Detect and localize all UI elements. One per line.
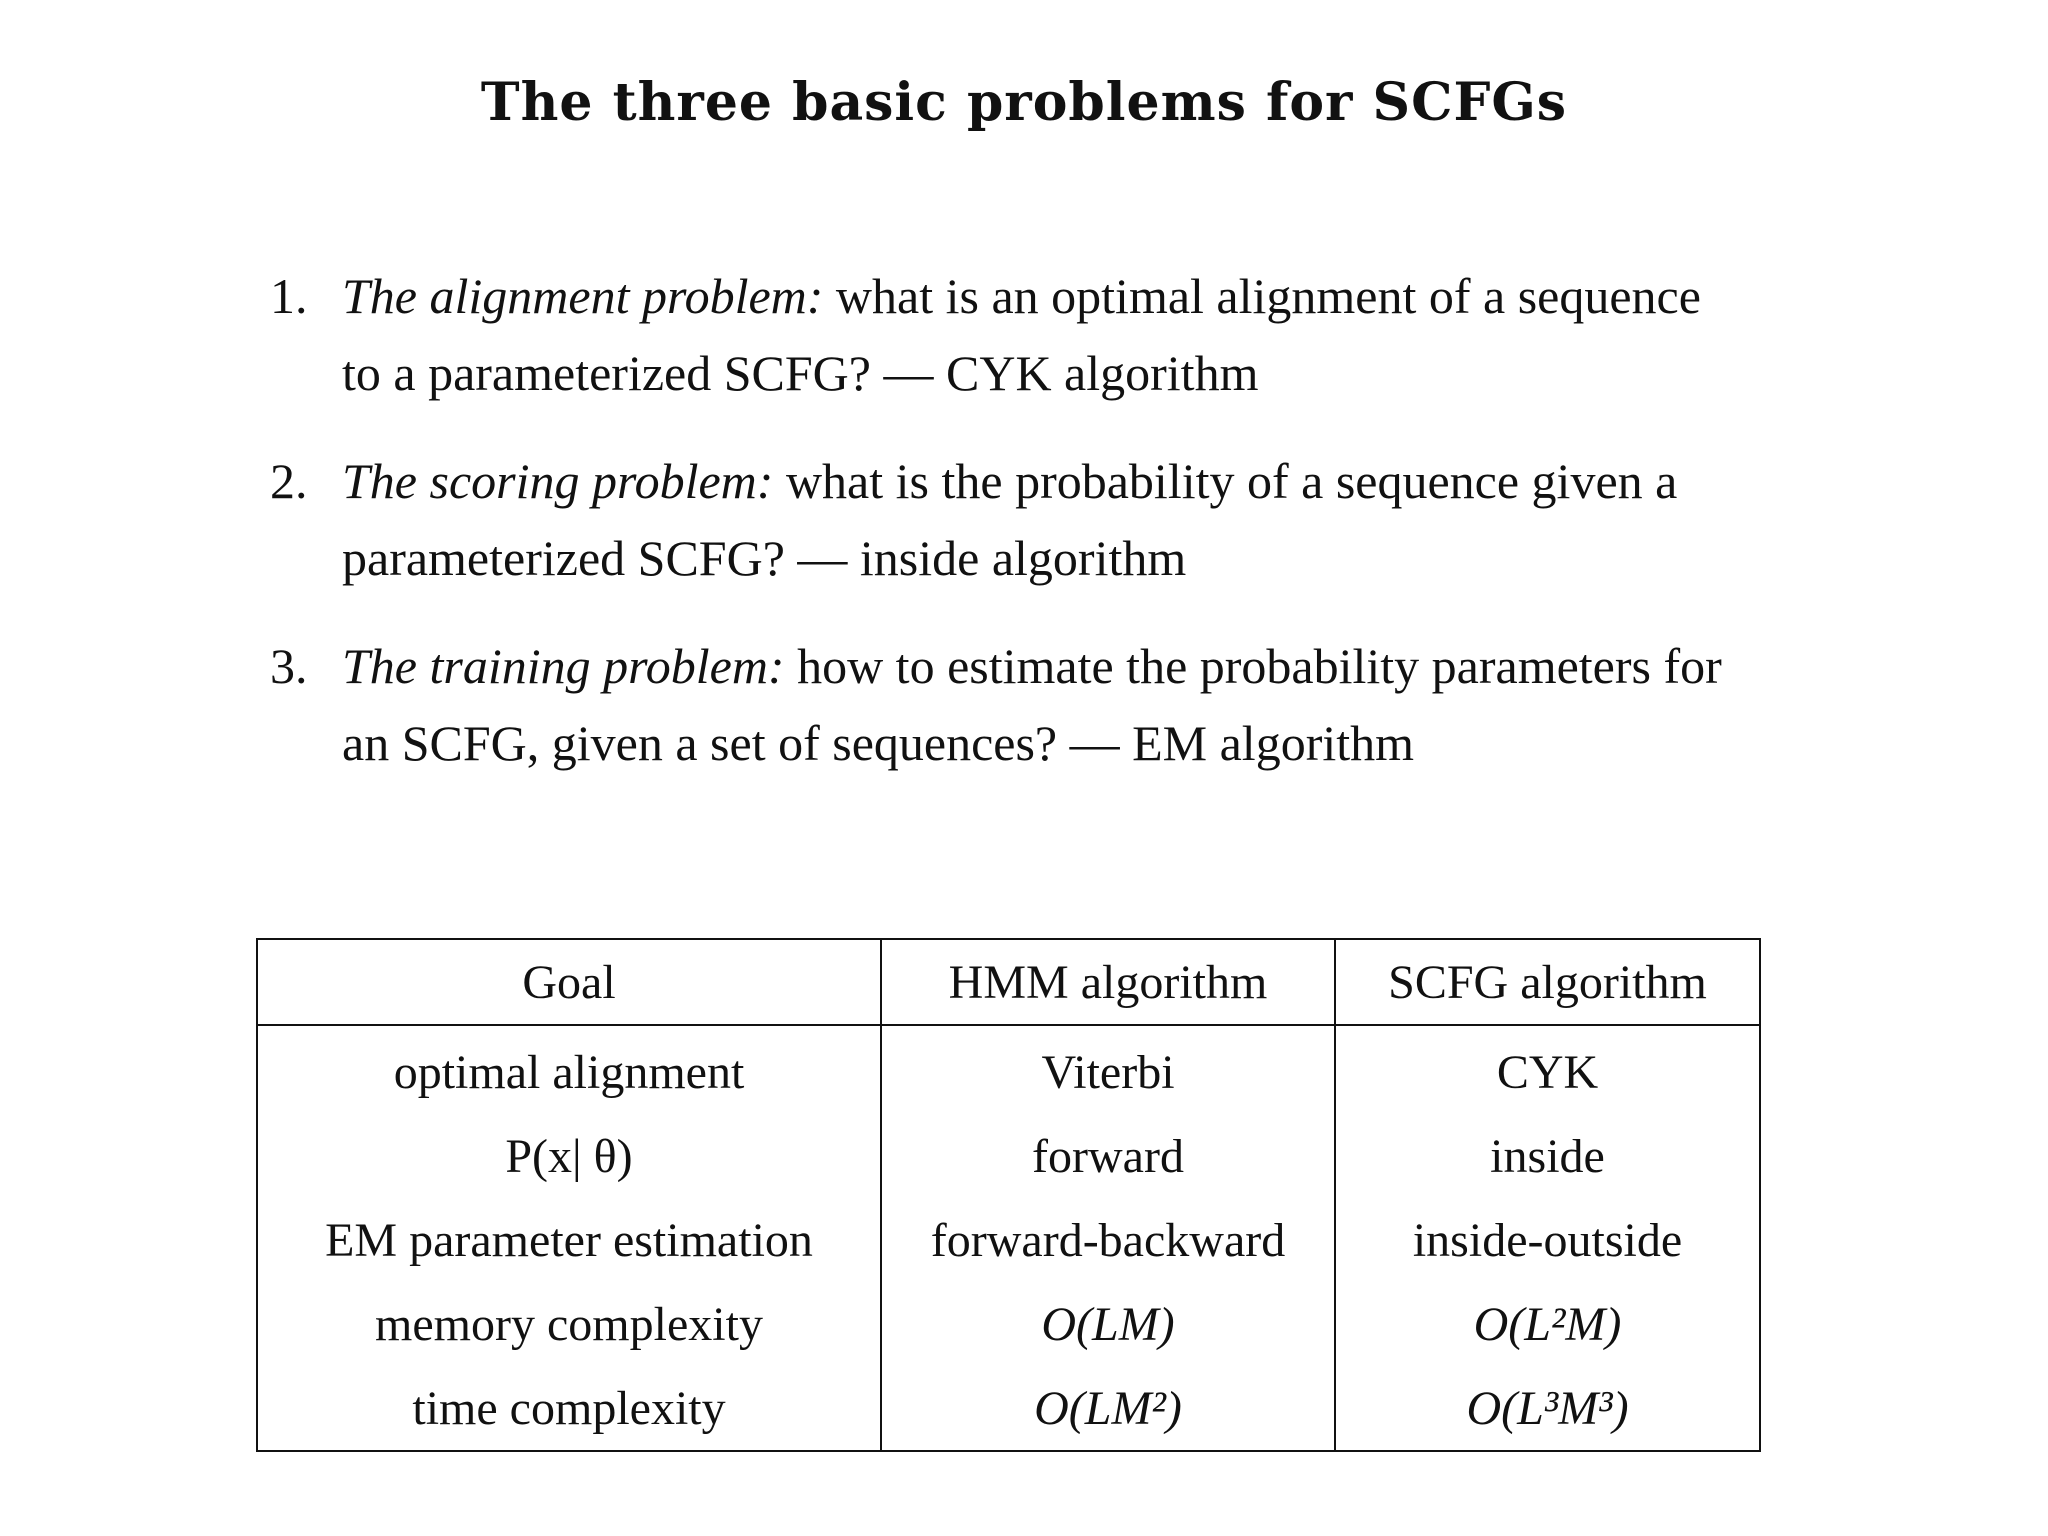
header-hmm: HMM algorithm <box>881 939 1335 1025</box>
list-item <box>270 628 1752 782</box>
list-item <box>270 443 1752 597</box>
cell-hmm: O(LM²) <box>881 1366 1335 1451</box>
cell-goal: time complexity <box>412 1381 726 1435</box>
table-row <box>257 1114 1760 1198</box>
problem-list <box>270 258 1770 813</box>
cell-goal: EM parameter estimation <box>325 1213 813 1267</box>
item-lead: The scoring problem: <box>342 453 774 509</box>
cell-hmm: forward <box>881 1114 1335 1198</box>
item-number: 2. <box>270 453 308 509</box>
header-goal: Goal <box>257 939 881 1025</box>
item-lead: The alignment problem: <box>342 268 824 324</box>
table-row <box>257 1282 1760 1366</box>
header-scfg: SCFG algorithm <box>1335 939 1760 1025</box>
cell-scfg: CYK <box>1335 1025 1760 1114</box>
cell-hmm: Viterbi <box>881 1025 1335 1114</box>
cell-hmm: O(LM) <box>881 1282 1335 1366</box>
cell-goal: memory complexity <box>375 1297 763 1351</box>
cell-scfg: inside-outside <box>1335 1198 1760 1282</box>
table-header-row <box>257 939 1760 1025</box>
list-item <box>270 258 1752 412</box>
cell-goal: optimal alignment <box>393 1045 745 1099</box>
comparison-table <box>256 938 1761 1452</box>
table-row <box>257 1198 1760 1282</box>
item-text: what is an optimal alignment of a sequence to a parameterized SCFG? — CYK algorithm <box>342 268 1701 401</box>
item-text: what is the probability of a sequence given a parameterized SCFG? — inside algorithm <box>342 453 1678 586</box>
item-number: 1. <box>270 268 308 324</box>
cell-scfg: O(L²M) <box>1335 1282 1760 1366</box>
cell-hmm: forward-backward <box>881 1198 1335 1282</box>
item-number: 3. <box>270 638 308 694</box>
cell-goal: P(x| θ) <box>505 1129 633 1183</box>
cell-scfg: inside <box>1335 1114 1760 1198</box>
item-text: how to estimate the probability parameters for an SCFG, given a set of sequences? — EM algorithm <box>342 638 1722 771</box>
item-lead: The training problem: <box>342 638 785 694</box>
table-row <box>257 1366 1760 1451</box>
page-title: The three basic problems for SCFGs <box>480 72 1568 133</box>
table-row <box>257 1025 1760 1114</box>
cell-scfg: O(L³M³) <box>1335 1366 1760 1451</box>
